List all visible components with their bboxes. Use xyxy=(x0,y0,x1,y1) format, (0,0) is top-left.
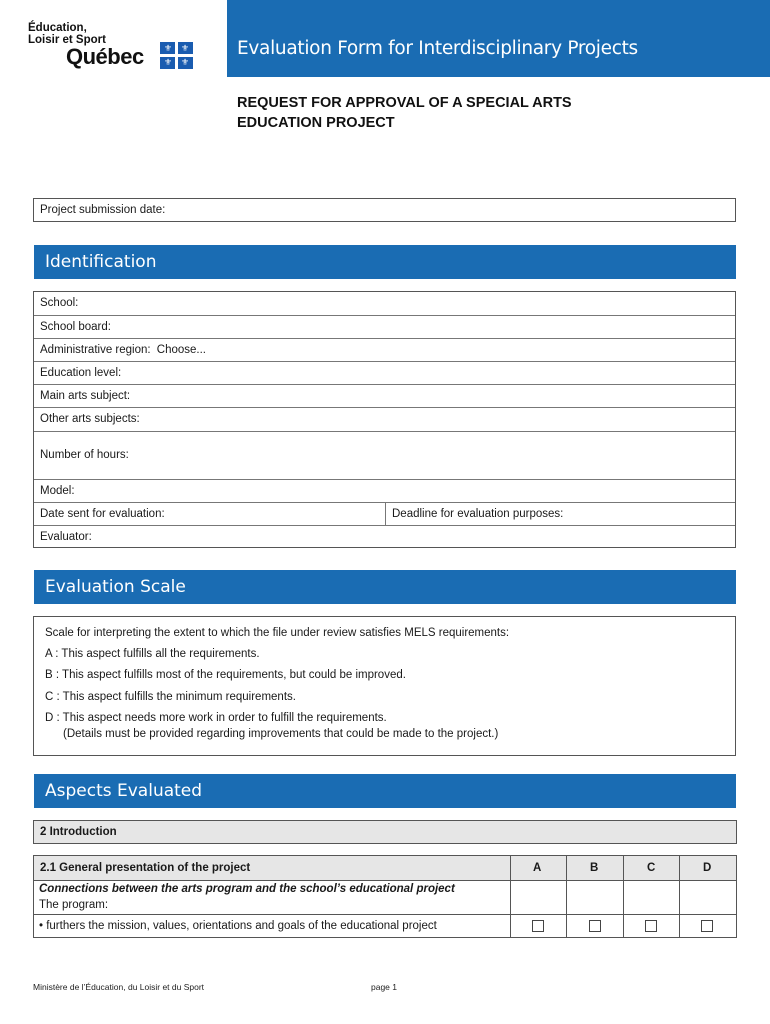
administrative-region-select[interactable]: Choose... xyxy=(156,344,207,356)
administrative-region-field[interactable] xyxy=(34,338,735,361)
deadline-label: Deadline for evaluation purposes: xyxy=(392,508,564,520)
logo-line-2: Loisir et Sport xyxy=(28,34,106,46)
school-field[interactable] xyxy=(34,292,735,315)
footer-ministry: Ministère de l’Éducation, du Loisir et du Sport xyxy=(33,982,205,992)
column-c-header: C xyxy=(647,862,656,874)
scale-c: C : This aspect fulfills the minimum requirements. xyxy=(45,691,296,703)
request-heading-line-2: EDUCATION PROJECT xyxy=(237,115,395,131)
school-board-field[interactable] xyxy=(34,315,735,338)
scale-d: D : This aspect needs more work in order to fulfill the requirements. xyxy=(45,712,387,724)
number-of-hours-field[interactable] xyxy=(34,431,735,479)
request-heading-line-1: REQUEST FOR APPROVAL OF A SPECIAL ARTS xyxy=(237,95,572,111)
section-evaluation-scale xyxy=(34,570,736,604)
project-submission-date-field[interactable] xyxy=(33,198,736,222)
page-title: Evaluation Form for Interdisciplinary Projects xyxy=(237,38,638,59)
criterion-1-checkbox-b[interactable] xyxy=(589,920,601,932)
deadline-field[interactable] xyxy=(385,502,735,525)
identification-table xyxy=(33,291,736,548)
school-label: School: xyxy=(40,297,79,309)
model-label: Model: xyxy=(40,485,75,497)
date-sent-field[interactable] xyxy=(34,502,386,525)
column-divider xyxy=(510,856,511,937)
scale-intro: Scale for interpreting the extent to which the file under review satisfies MELS requirements: xyxy=(45,627,510,639)
evaluator-field[interactable] xyxy=(34,525,735,547)
column-d-header: D xyxy=(703,862,712,874)
model-field[interactable] xyxy=(34,479,735,502)
column-divider xyxy=(566,856,567,937)
school-board-label: School board: xyxy=(40,321,111,333)
criterion-item-1: • furthers the mission, values, orientations and goals of the educational project xyxy=(39,920,437,932)
connections-heading: Connections between the arts program and the school’s educational project xyxy=(39,883,455,895)
program-label: The program: xyxy=(39,899,109,911)
section-identification-title: Identification xyxy=(45,252,157,272)
column-divider xyxy=(623,856,624,937)
column-a-header: A xyxy=(533,862,542,874)
scale-a: A : This aspect fulfills all the requirements. xyxy=(45,648,260,660)
education-level-label: Education level: xyxy=(40,367,122,379)
row-divider xyxy=(34,914,736,915)
administrative-region-label: Administrative region: xyxy=(40,344,151,356)
section-aspects-evaluated-title: Aspects Evaluated xyxy=(45,781,203,801)
number-of-hours-label: Number of hours: xyxy=(40,449,129,461)
evaluator-label: Evaluator: xyxy=(40,531,92,543)
quebec-wordmark: Québec xyxy=(66,44,144,69)
criterion-1-checkbox-d[interactable] xyxy=(701,920,713,932)
date-sent-label: Date sent for evaluation: xyxy=(40,508,165,520)
project-submission-date-label: Project submission date: xyxy=(40,204,166,216)
aspects-table xyxy=(33,855,737,938)
criterion-1-checkbox-a[interactable] xyxy=(532,920,544,932)
quebec-flag-icon: ⚜ ⚜ ⚜ ⚜ xyxy=(160,42,193,69)
other-arts-subjects-label: Other arts subjects: xyxy=(40,413,140,425)
section-evaluation-scale-title: Evaluation Scale xyxy=(45,577,186,597)
subsection-title: 2.1 General presentation of the project xyxy=(40,862,251,874)
column-divider xyxy=(679,856,680,937)
education-level-field[interactable] xyxy=(34,361,735,384)
introduction-label: 2 Introduction xyxy=(40,826,117,838)
scale-d-note: (Details must be provided regarding improvements that could be made to the project.) xyxy=(63,728,499,740)
column-b-header: B xyxy=(590,862,599,874)
main-arts-subject-field[interactable] xyxy=(34,384,735,407)
evaluation-scale-box xyxy=(33,616,736,756)
logo-line-1: Éducation, xyxy=(28,22,87,34)
introduction-heading xyxy=(33,820,737,844)
request-heading xyxy=(237,93,657,133)
other-arts-subjects-field[interactable] xyxy=(34,407,735,431)
criterion-1-checkbox-c[interactable] xyxy=(645,920,657,932)
ministry-logo-text xyxy=(28,22,106,46)
footer-page-number: page 1 xyxy=(371,982,397,992)
section-identification xyxy=(34,245,736,279)
section-aspects-evaluated xyxy=(34,774,736,808)
main-arts-subject-label: Main arts subject: xyxy=(40,390,131,402)
scale-b: B : This aspect fulfills most of the requirements, but could be improved. xyxy=(45,669,406,681)
